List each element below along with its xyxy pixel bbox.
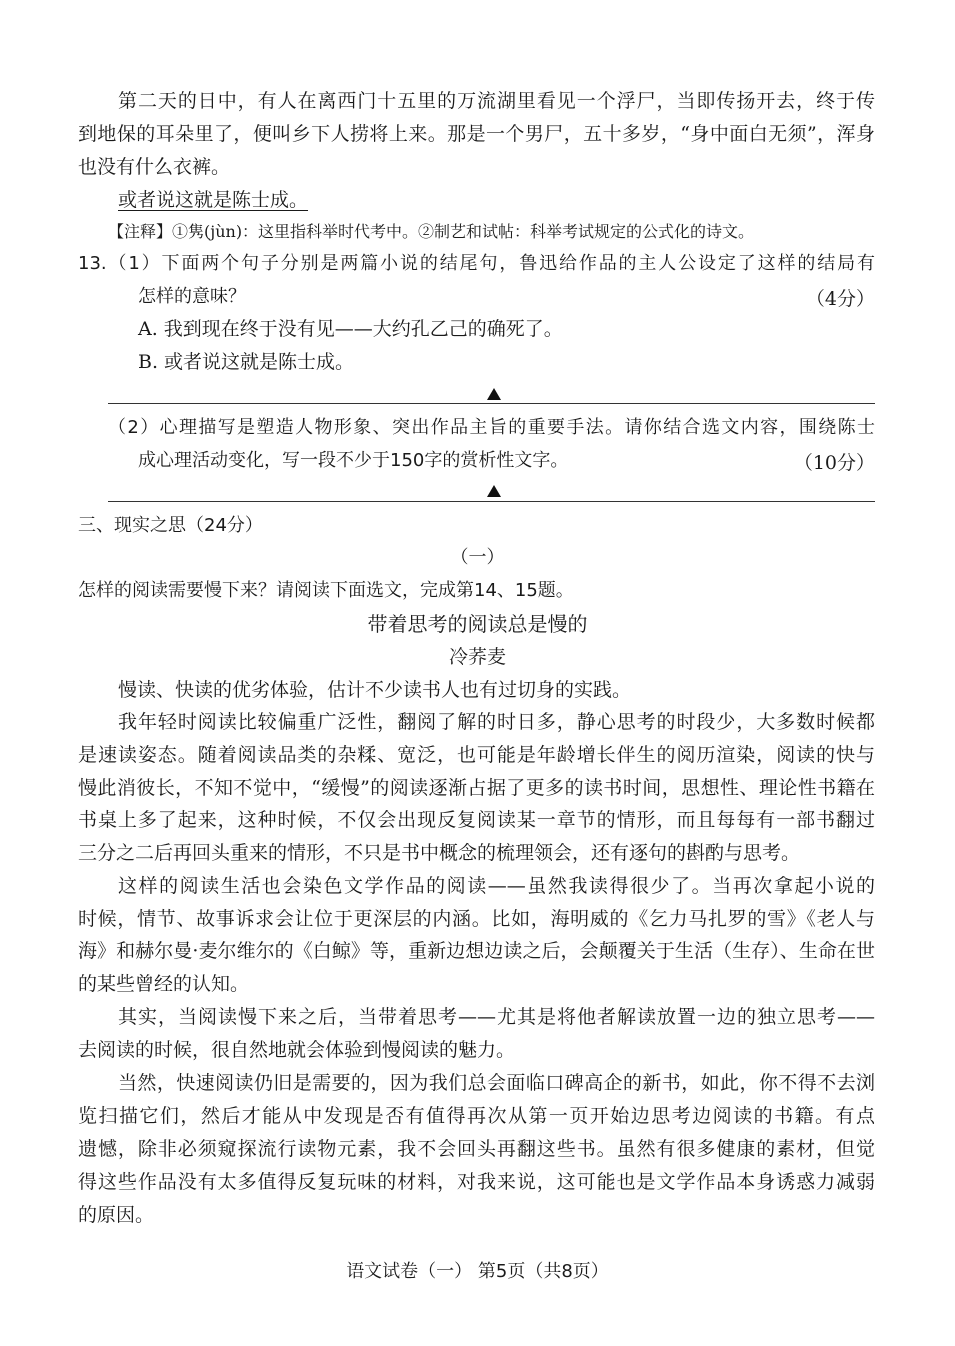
text-line: 第二天的日中，有人在离西门十五里的万流湖里看见一个浮尸，当即传扬开去，终于传 [118, 90, 875, 112]
question-text: （2）心理描写是塑造人物形象、突出作品主旨的重要手法。请你结合选文内容，围绕陈士 [108, 417, 875, 438]
answer-triangle-icon [487, 388, 501, 400]
question-text: 13.（1）下面两个句子分别是两篇小说的结尾句，鲁迅给作品的主人公设定了这样的结局有 [78, 253, 875, 274]
option-a: A. 我到现在终于没有见——大约孔乙己的确死了。 [138, 318, 563, 340]
score-label: （10分） [793, 452, 875, 474]
text-line: 这样的阅读生活也会染色文学作品的阅读——虽然我读得很少了。当再次拿起小说的 [118, 875, 875, 897]
answer-line[interactable] [108, 403, 875, 404]
answer-line[interactable] [108, 501, 875, 502]
text-line: 我年轻时阅读比较偏重广泛性，翻阅了解的时日多，静心思考的时段少，大多数时候都 [118, 711, 875, 733]
text-line: 到地保的耳朵里了，便叫乡下人捞将上来。那是一个男尸，五十多岁，“身中面白无须”，浑身 [78, 123, 875, 145]
text-line: 慢读、快读的优劣体验，估计不少读书人也有过切身的实践。 [118, 679, 632, 701]
answer-triangle-icon [487, 485, 501, 497]
text-line: 遗憾，除非必须窥探流行读物元素，我不会回头再翻这些书。虽然有很多健康的素材，但觉 [78, 1138, 875, 1160]
underlined-sentence: 或者说这就是陈士成。 [118, 189, 309, 211]
score-label: （4分） [805, 288, 875, 310]
text-line: 是速读姿态。随着阅读品类的杂糅、宽泛，也可能是年龄增长伴生的阅历渲染，阅读的快与 [78, 744, 875, 766]
text-line: 慢此消彼长，不知不觉中，“缓慢”的阅读逐渐占据了更多的读书时间，思想性、理论性书籍在 [78, 777, 875, 799]
text-line: 三分之二后再回头重来的情形，不只是书中概念的梳理领会，还有逐句的斟酌与思考。 [78, 842, 801, 864]
text-line: 时候，情节、故事诉求会让位于更深层的内涵。比如，海明威的《乞力马扎罗的雪》《老人与 [78, 908, 875, 930]
text-line: 当然，快速阅读仍旧是需要的，因为我们总会面临口碑高企的新书，如此，你不得不去浏 [118, 1072, 875, 1094]
section-heading: 三、现实之思（24分） [78, 515, 263, 536]
subsection-number: （一） [450, 547, 505, 568]
option-b: B. 或者说这就是陈士成。 [138, 351, 355, 373]
text-line: 去阅读的时候，很自然地就会体验到慢阅读的魅力。 [78, 1039, 516, 1061]
article-title: 带着思考的阅读总是慢的 [367, 612, 588, 636]
text-line: 其实，当阅读慢下来之后，当带着思考——尤其是将他者解读放置一边的独立思考—— [118, 1006, 875, 1028]
text-line: 海》和赫尔曼·麦尔维尔的《白鲸》等，重新边想边读之后，会颠覆关于生活（生存）、生命在世 [78, 940, 875, 962]
text-line: 得这些作品没有太多值得反复玩味的材料，对我来说，这可能也是文学作品本身诱惑力减弱 [78, 1171, 875, 1193]
text-line: 书桌上多了起来，这种时候，不仅会出现反复阅读某一章节的情形，而且每每有一部书翻过 [78, 809, 875, 831]
text-line: 也没有什么衣裤。 [78, 156, 231, 178]
text-line: 的某些曾经的认知。 [78, 973, 250, 995]
text-line: 的原因。 [78, 1204, 155, 1226]
annotation-note: 【注释】①隽(jùn)：这里指科举时代考中。②制艺和试帖：科举考试规定的公式化的诗文。 [108, 222, 755, 241]
reading-instruction: 怎样的阅读需要慢下来？请阅读下面选文，完成第14、15题。 [78, 580, 574, 601]
text-line: 览扫描它们，然后才能从中发现是否有值得再次从第一页开始边思考边阅读的书籍。有点 [78, 1105, 875, 1127]
page-footer: 语文试卷（一） 第5页（共8页） [346, 1261, 609, 1282]
question-text: 成心理活动变化，写一段不少于150字的赏析性文字。 [138, 450, 569, 471]
article-author: 冷荞麦 [448, 646, 506, 668]
question-text: 怎样的意味？ [138, 286, 246, 307]
